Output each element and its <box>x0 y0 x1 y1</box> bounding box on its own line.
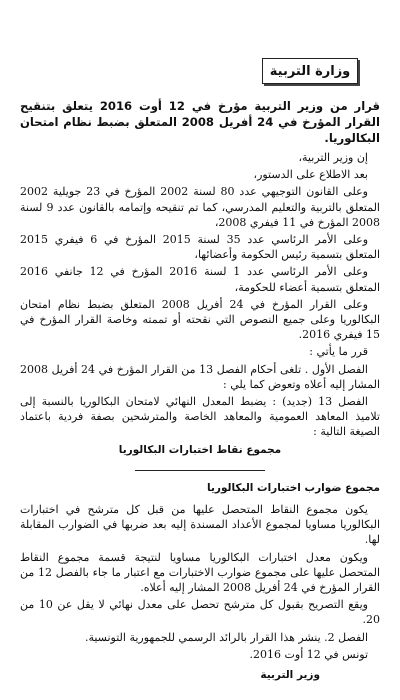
paragraph-minister: إن وزير التربية، <box>298 151 368 164</box>
paragraph-order-2008: وعلى القرار المؤرخ في 24 أفريل 2008 المتعلق بضبط نظام امتحان البكالوريا وعلى جميع النصوص التي نقحته أو تممته وخاصة القرار المؤرخ في 15 فيفري 2016. <box>20 297 380 342</box>
paragraph-total-points: يكون مجموع النقاط المتحصل عليها من قبل كل مترشح في اختبارات البكالوريا مساويا لمجموع الأعداد المسندة إليه بعد ضربها في الضوارب المقابلة لها. <box>20 503 380 547</box>
paragraph-decree-2015: وعلى الأمر الرئاسي عدد 35 لسنة 2015 المؤرخ في 6 فيفري 2015 المتعلق بتسمية رئيس الحكومة وأعضائها، <box>20 233 380 262</box>
paragraph-law-2002: وعلى القانون التوجيهي عدد 80 لسنة 2002 المؤرخ في 23 جويلية 2002 المتعلق بالتربية والتعليم المدرسي، كما تم تنقيحه وإتمامه بالقانون عدد 9 لسنة 2008 المؤرخ في 11 فيفري 2008، <box>20 185 380 229</box>
formula-fraction-line <box>135 470 265 471</box>
decree-body <box>20 150 380 683</box>
paragraph-admission: ويقع التصريح بقبول كل مترشح تحصل على معدل نهائي لا يقل عن 10 من 20. <box>20 598 380 627</box>
paragraph-article-13: الفصل 13 (جديد) : يضبط المعدل النهائي لامتحان البكالوريا بالنسبة إلى تلاميذ المعاهد العمومية والمعاهد الخاصة والمترشحين بصفة فردية باعتماد الصيغة التالية : <box>20 395 380 439</box>
paragraph-article-1: الفصل الأول . تلغى أحكام الفصل 13 من القرار المؤرخ في 24 أفريل 2008 المشار إليه أعلاه وتعوض كما يلي : <box>20 362 380 391</box>
paragraph-decree-2016: وعلى الأمر الرئاسي عدد 1 لسنة 2016 المؤرخ في 12 جانفي 2016 المتعلق بتسمية أعضاء للحكومة، <box>20 265 380 294</box>
paragraph-date: تونس في 12 أوت 2016. <box>249 647 368 661</box>
formula-numerator: مجموع نقاط اختبارات البكالوريا <box>118 443 282 456</box>
decree-title: قرار من وزير التربية مؤرخ في 12 أوت 2016 يتعلق بتنقيح القرار المؤرخ في 24 أفريل 2008 المتعلق بضبط نظام امتحان البكالوريا. <box>20 99 381 145</box>
paragraph-article-2: الفصل 2. ينشر هذا القرار بالرائد الرسمي للجمهورية التونسية. <box>84 630 368 644</box>
paragraph-average: ويكون معدل اختبارات البكالوريا مساويا لنتيجة قسمة مجموع النقاط المتحصل عليها على مجموع ضوارب الاختبارات مع اعتبار ما جاء بالفصل 12 من القرار المؤرخ في 24 أفريل 2008 المشار إليه أعلاه. <box>20 550 380 595</box>
paragraph-decides: قرر ما يأتي : <box>309 345 368 359</box>
signature-minister: وزير التربية <box>260 669 320 682</box>
ministry-header-box: وزارة التربية <box>262 58 358 84</box>
paragraph-constitution: بعد الاطلاع على الدستور، <box>253 168 368 182</box>
formula-denominator: مجموع ضوارب اختبارات البكالوريا <box>207 481 380 494</box>
